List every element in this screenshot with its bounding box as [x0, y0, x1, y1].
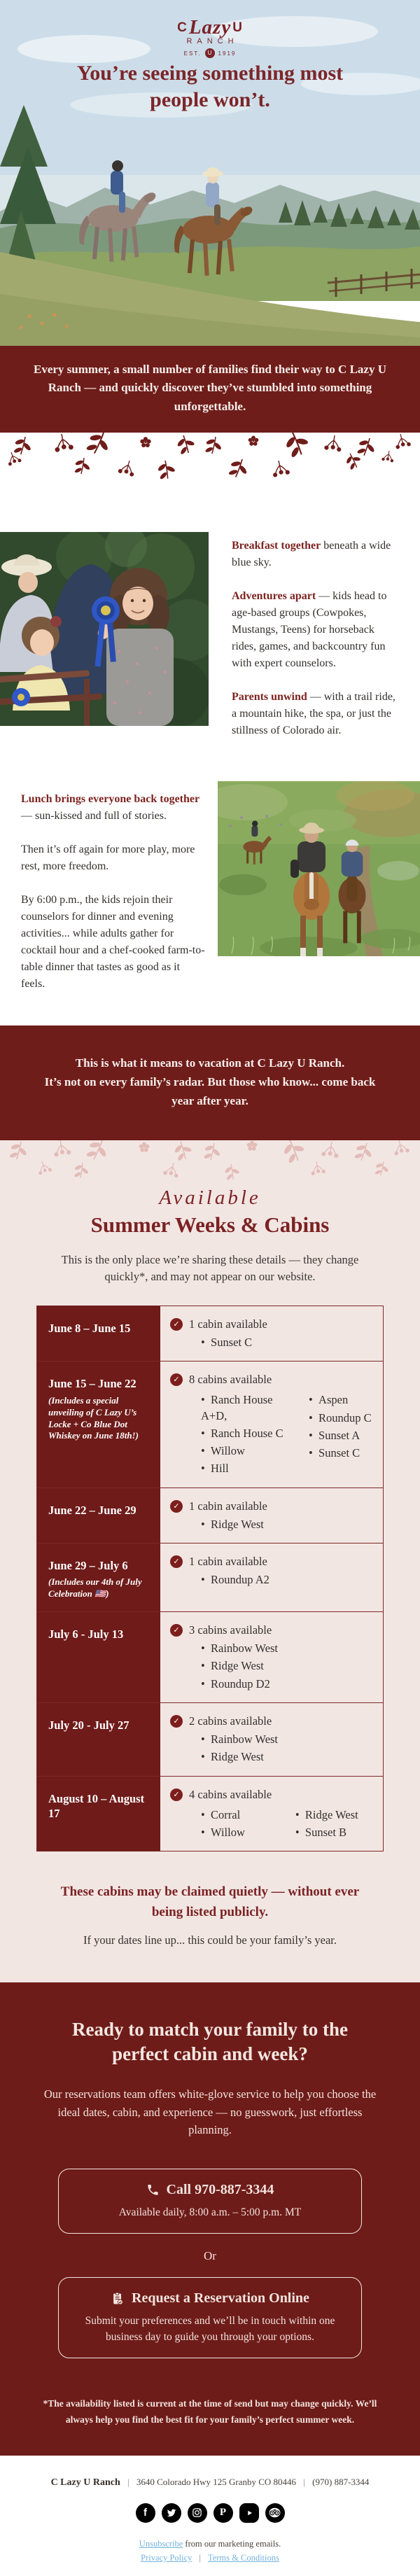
- request-button-label: Request a Reservation Online: [132, 2290, 309, 2306]
- claimed-quietly-text: These cabins may be claimed quietly — without ever being listed publicly.: [60, 1884, 360, 1919]
- hero-headline: You’re seeing something most people won’t.: [76, 62, 344, 112]
- cabin-item: • Roundup A2: [201, 1572, 376, 1588]
- dates-line-up-text: If your dates line up... this could be your family’s year.: [83, 1933, 337, 1947]
- available-script-heading: Available: [159, 1186, 261, 1209]
- logo-year: 1919: [218, 50, 237, 57]
- cabin-item: • Willow: [201, 1825, 245, 1840]
- intro-banner: [0, 346, 420, 433]
- cabin-item: • Rainbow West: [201, 1641, 376, 1656]
- brand-logo[interactable]: [0, 15, 420, 58]
- week-dates-cell: June 22 – June 29: [37, 1488, 160, 1543]
- adventures-lead: Adventures apart: [232, 590, 316, 603]
- pinterest-icon[interactable]: P: [214, 2503, 233, 2523]
- check-icon: ✓: [170, 1555, 183, 1568]
- request-button-subtext: Submit your preferences and we’ll be in touch within one business day to guide you through your options.: [85, 2315, 335, 2343]
- request-reservation-button[interactable]: [58, 2277, 362, 2358]
- footer-org-name: C Lazy U Ranch: [50, 2477, 120, 2488]
- cabin-item: • Hill: [201, 1461, 293, 1476]
- week-dates-cell: August 10 – August 17: [37, 1777, 160, 1851]
- parents-lead: Parents unwind: [232, 691, 307, 704]
- afternoon-section: [0, 781, 420, 1009]
- week-cabins-cell: ✓ 1 cabin available • Sunset C: [160, 1306, 383, 1361]
- cabin-item: • Roundup D2: [201, 1676, 376, 1692]
- week-cabins-cell: ✓ 1 cabin available • Roundup A2: [160, 1544, 383, 1611]
- availability-disclaimer: *The availability listed is current at the time of send but may change quickly. We’ll always help you find the best fit for your family’s perfect summer week.: [43, 2398, 377, 2425]
- availability-subtitle: This is the only place we’re sharing these details — they change quickly*, and may not appear on our website.: [61, 1252, 359, 1284]
- week-row-june-29: [37, 1544, 383, 1612]
- cabin-item: • Ridge West: [295, 1807, 363, 1823]
- morning-text-column: [209, 532, 419, 756]
- cabin-item: • Ridge West: [201, 1749, 376, 1765]
- cta-body: Our reservations team offers white-glove service to help you choose the ideal dates, cabin, and experience — no guesswork, just effortless planning.: [43, 2087, 377, 2137]
- cabin-item: • Willow: [201, 1443, 293, 1459]
- cabin-item: • Ranch House A+D,: [201, 1392, 293, 1424]
- cabin-item: • Sunset B: [295, 1825, 363, 1840]
- week-cabins-cell: ✓ 4 cabins available • Corral • Willow • Ridge West • Sunset B: [160, 1777, 383, 1851]
- unsubscribe-link[interactable]: Unsubscribe: [139, 2538, 183, 2549]
- check-icon: ✓: [170, 1624, 183, 1637]
- week-row-june-22: [37, 1488, 383, 1544]
- week-row-june-8: [37, 1306, 383, 1362]
- facebook-icon[interactable]: f: [136, 2503, 155, 2523]
- instagram-icon[interactable]: [188, 2503, 207, 2523]
- statement-line-2: It’s not on every family’s radar. But those who know... come back year after year.: [44, 1075, 376, 1108]
- cabin-item: • Aspen: [309, 1392, 376, 1408]
- breakfast-lead: Breakfast together: [232, 540, 321, 552]
- week-row-july-6: [37, 1612, 383, 1703]
- privacy-policy-link[interactable]: Privacy Policy: [141, 2552, 192, 2563]
- social-icons-row: [0, 2503, 420, 2523]
- morning-section: [0, 532, 420, 756]
- footer: [0, 2456, 420, 2576]
- phone-icon: [146, 2183, 160, 2197]
- logo-wordmark: CLazy U: [177, 16, 243, 38]
- lunch-lead: Lunch brings everyone back together: [21, 793, 200, 806]
- call-button-subtext: Available daily, 8:00 a.m. – 5:00 p.m. MT: [118, 2206, 302, 2218]
- cabin-item: • Ranch House C: [201, 1426, 293, 1441]
- cta-heading: Ready to match your family to the perfect cabin and week?: [72, 2019, 348, 2065]
- footer-phone: (970) 887-3344: [312, 2476, 370, 2487]
- twitter-icon[interactable]: [162, 2503, 181, 2523]
- cabin-item: • Roundup C: [309, 1410, 376, 1426]
- brand-mark-icon: U: [205, 48, 215, 58]
- cabin-item: • Corral: [201, 1807, 245, 1823]
- week-dates-cell: June 15 – June 22 (Includes a special unveiling of C Lazy U’s Locke + Co Blue Dot Whiskey on June 18th!): [37, 1362, 160, 1487]
- terms-conditions-link[interactable]: Terms & Conditions: [207, 2552, 279, 2563]
- weeks-table: [36, 1306, 384, 1851]
- week-dates-cell: June 8 – June 15: [37, 1306, 160, 1361]
- check-icon: ✓: [170, 1373, 183, 1386]
- parents-paragraph: Parents unwind — with a trail ride, a mountain hike, the spa, or just the stillness of Colorado air.: [232, 691, 396, 737]
- week-dates-cell: July 6 - July 13: [37, 1612, 160, 1702]
- check-icon: ✓: [170, 1788, 183, 1801]
- week-cabins-cell: ✓ 8 cabins available • Ranch House A+D, • Ranch House C • Willow • Hill • Aspen • Roundup C • Sunset A • Sunset C: [160, 1362, 383, 1487]
- logo-ranch-text: RANCH: [186, 37, 239, 46]
- statement-line-1: This is what it means to vacation at C Lazy U Ranch.: [75, 1056, 345, 1070]
- evening-paragraph: By 6:00 p.m., the kids rejoin their counselors for dinner and evening activities... while adults gather for cocktail hour and a chef-cooked farm-to-table dinner that tastes as good as it feels.: [21, 894, 205, 990]
- cabin-item: • Sunset A: [309, 1428, 376, 1443]
- cabin-item: • Rainbow West: [201, 1732, 376, 1747]
- legal-links-line: Privacy Policy | Terms & Conditions: [141, 2552, 279, 2563]
- adventures-paragraph: Adventures apart — kids head to age-based groups (Cowpokes, Mustangs, Teens) for horseback rides, games, and backcountry fun with expert counselors.: [232, 590, 387, 670]
- logo-est-line: [0, 48, 420, 58]
- cabin-item: • Ridge West: [201, 1658, 376, 1674]
- unsubscribe-line: Unsubscribe from our marketing emails.: [139, 2538, 281, 2549]
- availability-section: [0, 1140, 420, 1982]
- hero-section: [0, 0, 420, 346]
- kids-ribbon-photo: [0, 532, 209, 726]
- lunch-paragraph: Lunch brings everyone back together — sun-kissed and full of stories.: [21, 793, 200, 822]
- afternoon-text-column: [0, 781, 218, 1009]
- footer-address: 3640 Colorado Hwy 125 Granby CO 80446: [136, 2476, 297, 2487]
- call-button[interactable]: [58, 2169, 362, 2234]
- week-cabins-cell: ✓ 3 cabins available • Rainbow West • Ridge West • Roundup D2: [160, 1612, 383, 1702]
- clipboard-check-icon: [111, 2292, 125, 2306]
- week-cabins-cell: ✓ 1 cabin available • Ridge West: [160, 1488, 383, 1543]
- logo-est-label: EST.: [183, 50, 202, 57]
- week-dates-cell: June 29 – July 6 (Includes our 4th of July Celebration 🇺🇸): [37, 1544, 160, 1611]
- floral-divider: [0, 433, 420, 491]
- cabin-item: • Sunset C: [309, 1446, 376, 1461]
- trail-ride-photo: [218, 781, 420, 956]
- footer-contact-line: C Lazy U Ranch | 3640 Colorado Hwy 125 Granby CO 80446 | (970) 887-3344: [50, 2476, 370, 2488]
- cabin-item: • Sunset C: [201, 1335, 376, 1350]
- check-icon: ✓: [170, 1715, 183, 1728]
- check-icon: ✓: [170, 1500, 183, 1513]
- pink-floral-band: [0, 1140, 420, 1185]
- week-row-july-20: [37, 1703, 383, 1777]
- summer-weeks-heading: Summer Weeks & Cabins: [90, 1212, 330, 1237]
- breakfast-paragraph: Breakfast together beneath a wide blue sky.: [232, 540, 391, 569]
- statement-banner: [0, 1026, 420, 1140]
- week-row-june-15: [37, 1362, 383, 1488]
- week-note: (Includes our 4th of July Celebration 🇺🇸): [48, 1576, 142, 1600]
- cta-section: [0, 1982, 420, 2456]
- intro-banner-text: Every summer, a small number of families find their way to C Lazy U Ranch — and quickly discover they’ve stumbled into something unforgettable.: [34, 363, 386, 413]
- week-dates-cell: July 20 - July 27: [37, 1703, 160, 1776]
- tripadvisor-icon[interactable]: [265, 2503, 285, 2523]
- or-separator: Or: [204, 2249, 216, 2263]
- week-note: (Includes a special unveiling of C Lazy U’s Locke + Co Blue Dot Whiskey on June 18th!): [48, 1394, 139, 1441]
- cabin-item: • Ridge West: [201, 1517, 376, 1532]
- logo-lazy-script: Lazy: [188, 16, 232, 38]
- check-icon: ✓: [170, 1318, 183, 1331]
- youtube-icon[interactable]: [239, 2503, 259, 2523]
- week-row-august-10: [37, 1777, 383, 1851]
- week-cabins-cell: ✓ 2 cabins available • Rainbow West • Ridge West: [160, 1703, 383, 1776]
- call-button-label: Call 970-887-3344: [166, 2181, 274, 2197]
- play-paragraph: Then it’s off again for more play, more rest, more freedom.: [21, 844, 195, 873]
